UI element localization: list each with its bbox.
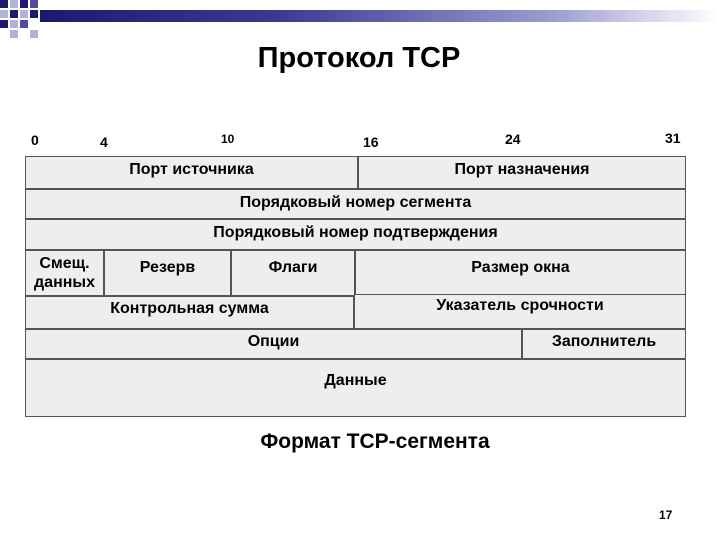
page-number: 17: [659, 508, 673, 522]
field-padding: [522, 329, 686, 359]
bit-label-10: 10: [221, 132, 235, 146]
field-data-offset-label-1: Смещ.: [39, 255, 90, 272]
field-window-size: [355, 250, 686, 296]
field-flags-label: Флаги: [268, 259, 318, 276]
field-source-port-label: Порт источника: [129, 161, 254, 178]
bit-label-0: 0: [31, 132, 39, 148]
field-ack-number-label: Порядковый номер подтверждения: [213, 224, 498, 241]
field-padding-label: Заполнитель: [551, 333, 657, 350]
field-dest-port-label: Порт назначения: [454, 161, 590, 178]
field-sequence-number: [25, 189, 686, 219]
field-ack-number: [25, 219, 686, 250]
header-bar: [40, 10, 718, 22]
field-urgent-pointer-label: Указатель срочности: [436, 297, 604, 314]
field-reserved-label: Резерв: [139, 259, 196, 276]
field-sequence-number-label: Порядковый номер сегмента: [239, 194, 472, 211]
bit-label-31: 31: [665, 130, 681, 146]
field-options-label: Опции: [247, 333, 300, 350]
field-checksum-label: Контрольная сумма: [110, 300, 269, 317]
field-urgent-pointer: [354, 294, 686, 329]
field-dest-port: [358, 156, 686, 189]
bit-label-4: 4: [100, 134, 108, 150]
field-checksum: [25, 296, 354, 329]
field-data-offset: [25, 250, 104, 296]
field-reserved: [104, 250, 231, 296]
field-flags: [231, 250, 355, 296]
field-window-size-label: Размер окна: [471, 259, 570, 276]
diagram-caption: Формат TCP-сегмента: [260, 430, 490, 453]
field-data-offset-label-2: данных: [34, 274, 95, 292]
field-options: [25, 329, 522, 359]
page-title: Протокол TCP: [257, 42, 461, 74]
field-data-label: Данные: [324, 372, 387, 389]
field-data: [25, 359, 686, 417]
field-source-port: [25, 156, 358, 189]
bit-label-24: 24: [505, 131, 521, 147]
bit-label-16: 16: [363, 134, 379, 150]
